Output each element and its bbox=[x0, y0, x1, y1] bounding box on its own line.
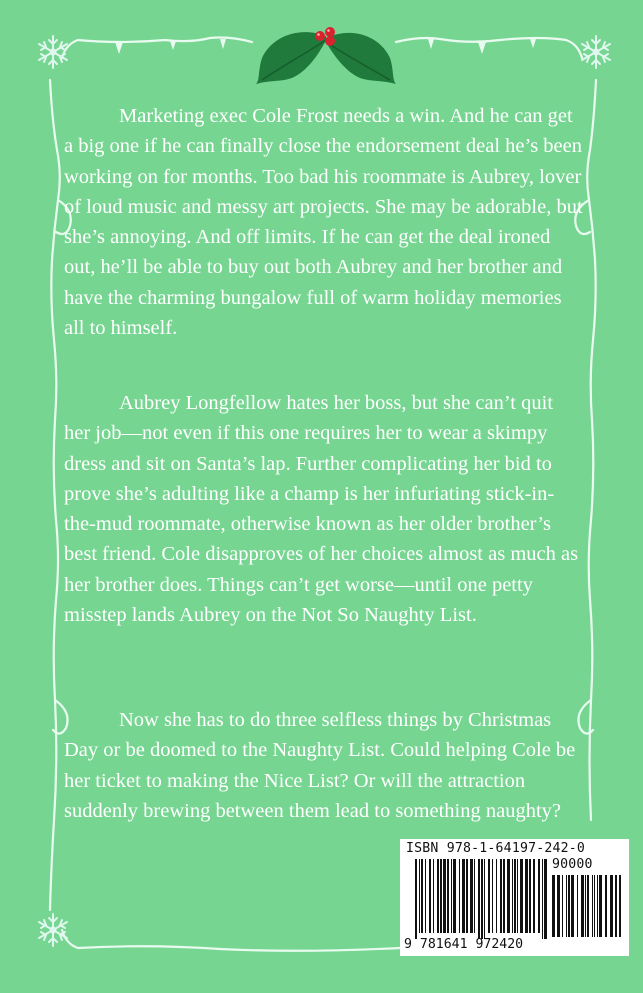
isbn-label: ISBN 978-1-64197-242-0 bbox=[406, 841, 586, 856]
blurb-paragraph-2: Aubrey Longfellow hates her boss, but she can’t quit her job—not even if this one requires her to wear a skimpy dress and sit on Santa’s lap. Further complicating her bid to prove she’s adulting like a champ is her infuriating stick-in-the-mud roommate, otherwise known as her older brother’s best friend. Cole disapproves of her choices almost as much as her brother does. Things can’t get worse—until one petty misstep lands Aubrey on the Not So Naughty List. bbox=[64, 392, 579, 627]
snowflake-icon bbox=[39, 36, 67, 68]
addon-barcode-bars bbox=[552, 875, 624, 937]
price-code: 90000 bbox=[552, 857, 593, 872]
ean-digits: 9 781641 972420 bbox=[404, 937, 524, 952]
barcode-bars bbox=[415, 859, 547, 939]
blurb-paragraph-3: Now she has to do three selfless things by Christmas Day or be doomed to the Naughty List. Could helping Cole be her ticket to making the Nice List? Or will the attraction suddenly brewing between them lead to something naughty? bbox=[64, 709, 576, 822]
snowflake-icon bbox=[582, 36, 610, 68]
isbn-barcode bbox=[400, 839, 629, 956]
holly-icon bbox=[256, 27, 396, 84]
blurb-paragraph-1: Marketing exec Cole Frost needs a win. And he can get a big one if he can finally close the endorsement deal he’s been working on for months. Too bad his roommate is Aubrey, lover of loud music and messy art projects. She may be adorable, but she’s annoying. And off limits. If he can get the deal ironed out, he’ll be able to buy out both Aubrey and her brother and have the charming bungalow full of warm holiday memories all to himself. bbox=[64, 105, 583, 340]
